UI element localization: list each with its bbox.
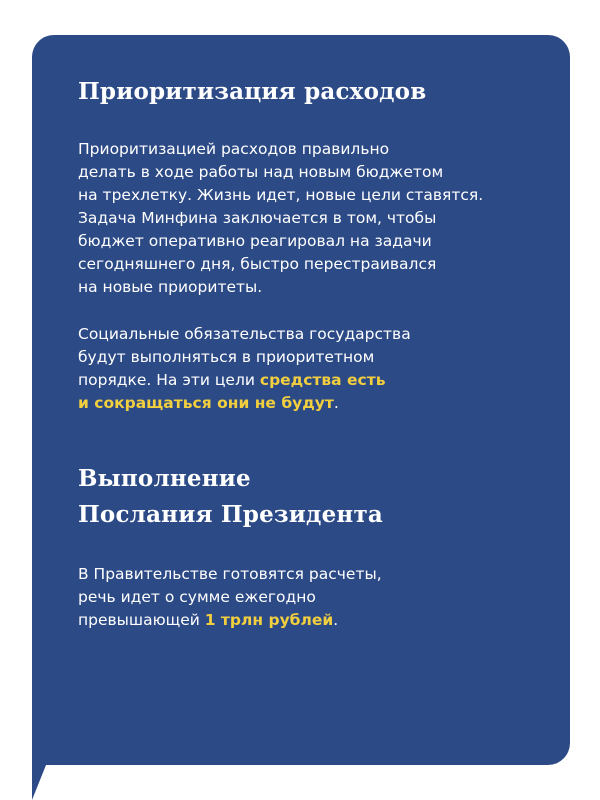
section-title-line1: Выполнение (78, 465, 251, 492)
social-obligations-end: . (333, 394, 339, 412)
section-title-line2: Послания Президента (78, 501, 384, 528)
calculations-end: . (333, 611, 339, 629)
prioritization-paragraph: Приоритизацией расходов правильно делать в ходе работы над новым бюджетом на трехлетку. Жизнь идет, новые цели ставятся. Задача Минфина заключается в том, чтобы бюджет оперативно реагировал на задачи сегодняшнего дня, быстро перестраивался на новые приоритеты. (78, 140, 484, 296)
card-content (78, 74, 548, 632)
highlight-funds: средства есть и сокращаться они не будут (78, 371, 386, 412)
government-calculations-paragraph (78, 563, 548, 632)
calculations-text: В Правительстве готовятся расчеты, речь идет о сумме ежегодно превышающей (78, 565, 382, 629)
speech-bubble-tail (32, 755, 50, 800)
social-obligations-text: Социальные обязательства государства будут выполняться в приоритетном порядке. На эти цели (78, 325, 411, 389)
highlight-amount: 1 трлн рублей (204, 611, 334, 629)
social-obligations-paragraph (78, 323, 548, 415)
section-title-prioritization: Приоритизация расходов (78, 78, 427, 105)
